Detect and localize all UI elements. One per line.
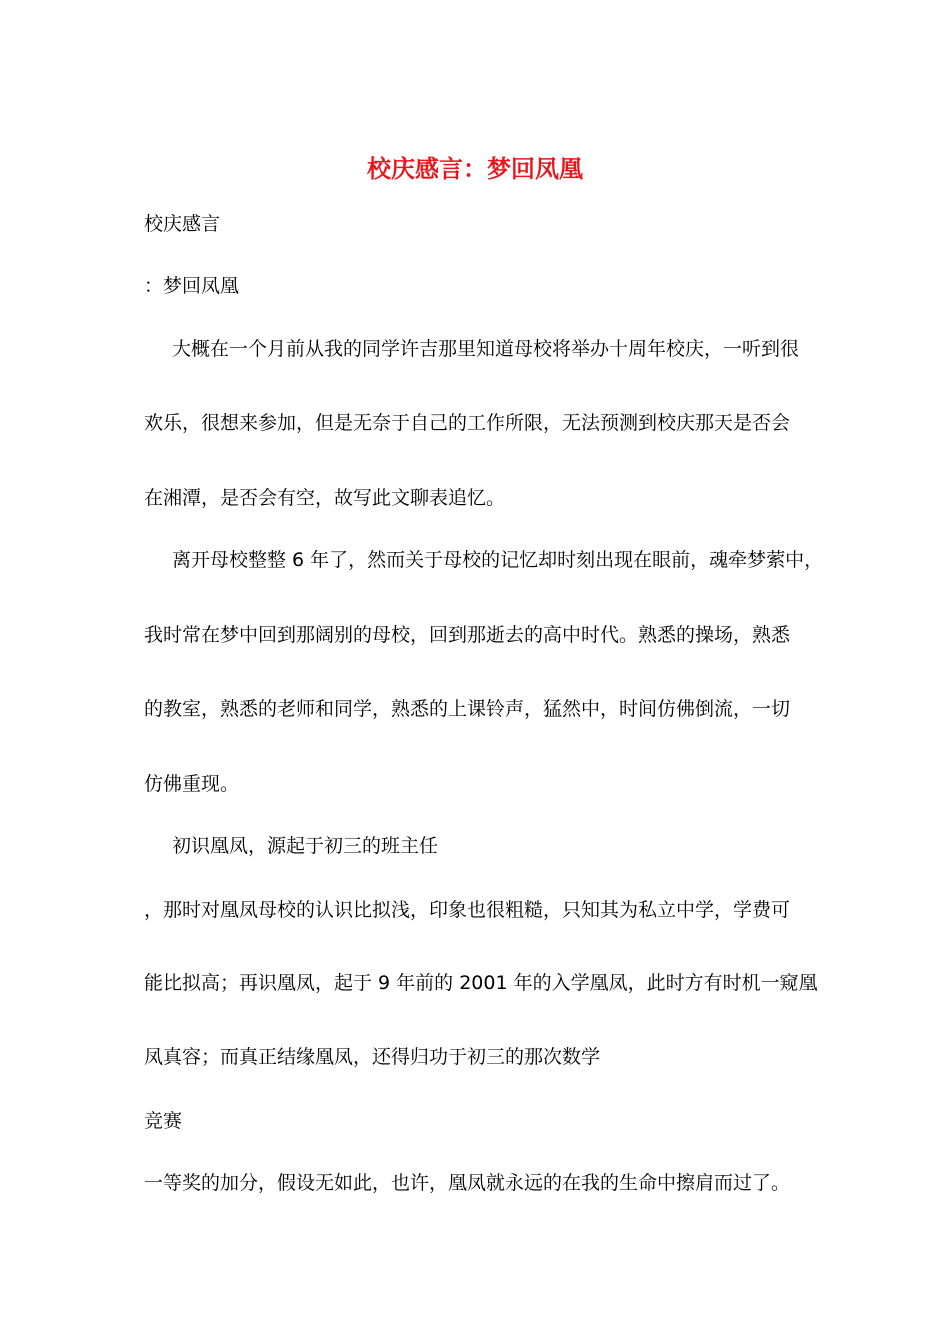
paragraph-3-line-5: 竞赛 [144, 1110, 183, 1132]
paragraph-1-line-2: 欢乐，很想来参加，但是无奈于自己的工作所限，无法预测到校庆那天是否会 [144, 412, 791, 434]
paragraph-3-line-3: 能比拟高；再识凰凤，起于 9 年前的 2001 年的入学凰凤，此时方有时机一窥凰 [144, 972, 818, 994]
paragraph-1-line-1: 大概在一个月前从我的同学许吉那里知道母校将举办十周年校庆，一听到很 [172, 338, 800, 360]
paragraph-2-line-4: 仿佛重现。 [144, 773, 240, 795]
paragraph-3-line-2: ，那时对凰凤母校的认识比拟浅，印象也很粗糙，只知其为私立中学，学费可 [144, 899, 791, 921]
paragraph-3-line-1: 初识凰凤，源起于初三的班主任 [172, 835, 439, 857]
document-title: 校庆感言：梦回凤凰 [367, 154, 583, 183]
paragraph-2-line-1: 离开母校整整 6 年了，然而关于母校的记忆却时刻出现在眼前，魂牵梦萦中， [172, 549, 824, 571]
paragraph-2-line-2: 我时常在梦中回到那阔别的母校，回到那逝去的高中时代。熟悉的操场，熟悉 [144, 624, 791, 646]
heading-line-1: 校庆感言 [144, 213, 221, 235]
paragraph-2-line-3: 的教室，熟悉的老师和同学，熟悉的上课铃声，猛然中，时间仿佛倒流，一切 [144, 698, 791, 720]
paragraph-3-line-6: 一等奖的加分，假设无如此，也许，凰凤就永远的在我的生命中擦肩而过了。 [144, 1172, 791, 1194]
paragraph-1-line-3: 在湘潭，是否会有空，故写此文聊表追忆。 [144, 487, 506, 509]
paragraph-3-line-4: 凤真容；而真正结缘凰凤，还得归功于初三的那次数学 [144, 1046, 601, 1068]
heading-line-2: ：梦回凤凰 [144, 275, 240, 297]
